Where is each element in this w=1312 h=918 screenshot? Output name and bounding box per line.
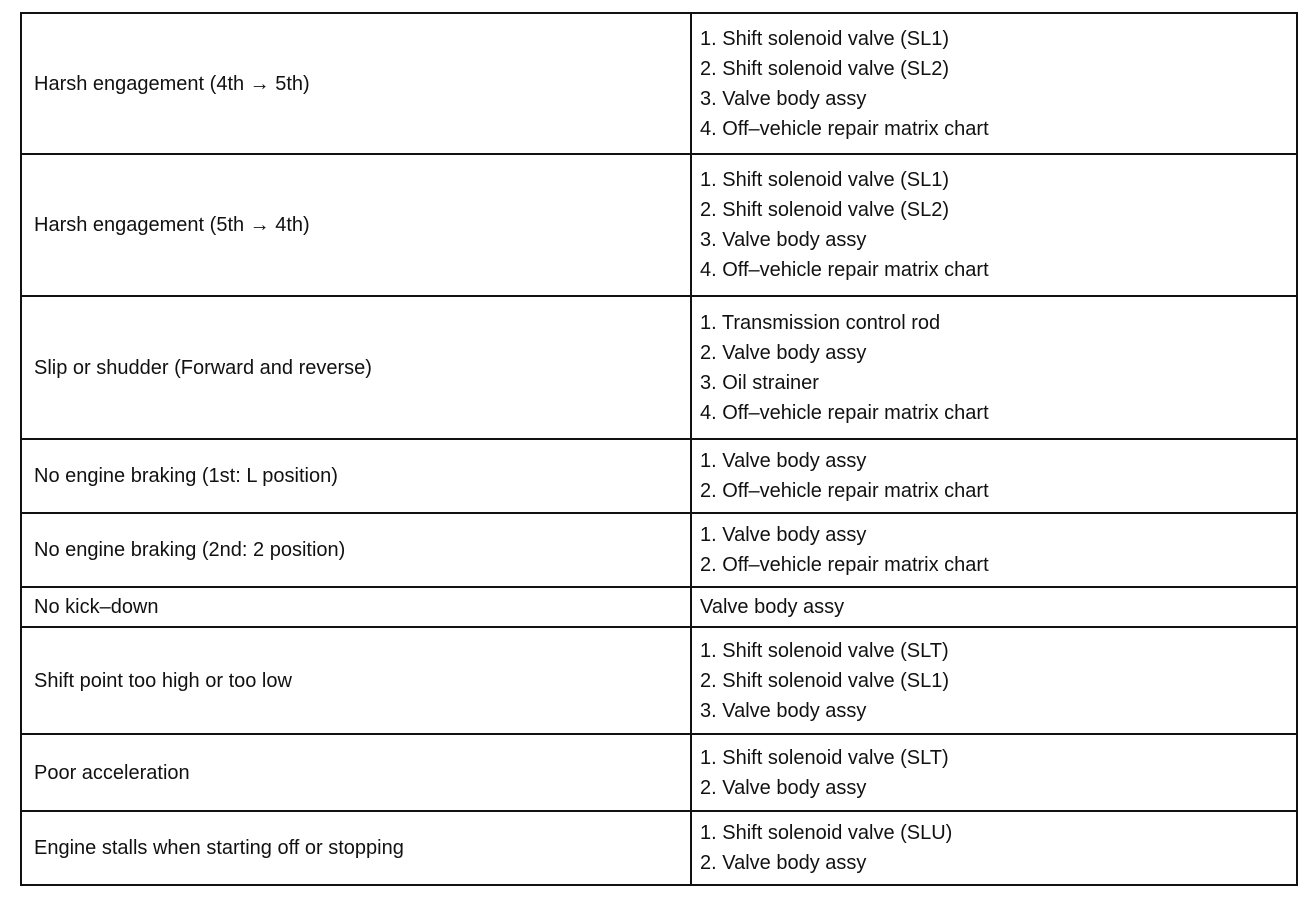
problem-cell: Harsh engagement (4th → 5th)	[21, 13, 691, 154]
remedy-cell	[691, 13, 1297, 154]
problem-cell: No engine braking (2nd: 2 position)	[21, 513, 691, 587]
remedy-item: 3. Valve body assy	[700, 699, 867, 722]
remedy-cell	[691, 734, 1297, 811]
problem-cell: Harsh engagement (5th → 4th)	[21, 154, 691, 296]
remedy-cell	[691, 513, 1297, 587]
table-row	[21, 154, 1297, 296]
problem-cell: No kick–down	[21, 587, 691, 627]
remedy-item: 1. Shift solenoid valve (SL1)	[700, 27, 950, 50]
remedy-item: 4. Off–vehicle repair matrix chart	[700, 259, 989, 281]
remedy-item: 1. Shift solenoid valve (SL1)	[700, 169, 950, 191]
table-row	[21, 627, 1297, 734]
remedy-item: 2. Shift solenoid valve (SL2)	[700, 199, 950, 221]
remedy-item: 2. Valve body assy	[700, 776, 867, 799]
remedy-item: 1. Valve body assy	[700, 524, 867, 546]
table-row	[21, 587, 1297, 627]
problem-cell: Poor acceleration	[21, 734, 691, 811]
remedy-item: 1. Transmission control rod	[700, 311, 941, 334]
remedy-item: 2. Valve body assy	[700, 341, 867, 364]
problem-cell: Engine stalls when starting off or stopping	[21, 811, 691, 885]
remedy-cell	[691, 627, 1297, 734]
table-row	[21, 734, 1297, 811]
problem-cell: No engine braking (1st: L position)	[21, 439, 691, 513]
remedy-item: 2. Shift solenoid valve (SL2)	[700, 57, 950, 80]
remedy-cell	[691, 439, 1297, 513]
remedy-item: 1. Shift solenoid valve (SLT)	[700, 639, 949, 662]
remedy-cell	[691, 811, 1297, 885]
remedy-item: 1. Valve body assy	[700, 450, 867, 472]
table-body	[21, 13, 1297, 885]
problem-cell: Shift point too high or too low	[21, 627, 691, 734]
remedy-item: 1. Shift solenoid valve (SLT)	[700, 746, 949, 769]
remedy-item: 4. Off–vehicle repair matrix chart	[700, 401, 989, 424]
remedy-item: 3. Valve body assy	[700, 87, 867, 110]
table-row	[21, 513, 1297, 587]
table-row	[21, 13, 1297, 154]
remedy-item: 3. Valve body assy	[700, 229, 867, 251]
table-row	[21, 296, 1297, 439]
remedy-item: 2. Valve body assy	[700, 852, 867, 874]
remedy-cell	[691, 154, 1297, 296]
remedy-item: 2. Shift solenoid valve (SL1)	[700, 669, 950, 692]
remedy-item: 2. Off–vehicle repair matrix chart	[700, 480, 989, 502]
table-row	[21, 811, 1297, 885]
remedy-item: Valve body assy	[700, 596, 845, 618]
table-row	[21, 439, 1297, 513]
remedy-item: 4. Off–vehicle repair matrix chart	[700, 117, 989, 140]
troubleshooting-table	[20, 12, 1298, 886]
remedy-item: 2. Off–vehicle repair matrix chart	[700, 554, 989, 576]
remedy-cell	[691, 587, 1297, 627]
problem-cell: Slip or shudder (Forward and reverse)	[21, 296, 691, 439]
remedy-item: 3. Oil strainer	[700, 371, 819, 394]
remedy-item: 1. Shift solenoid valve (SLU)	[700, 822, 953, 844]
remedy-cell	[691, 296, 1297, 439]
